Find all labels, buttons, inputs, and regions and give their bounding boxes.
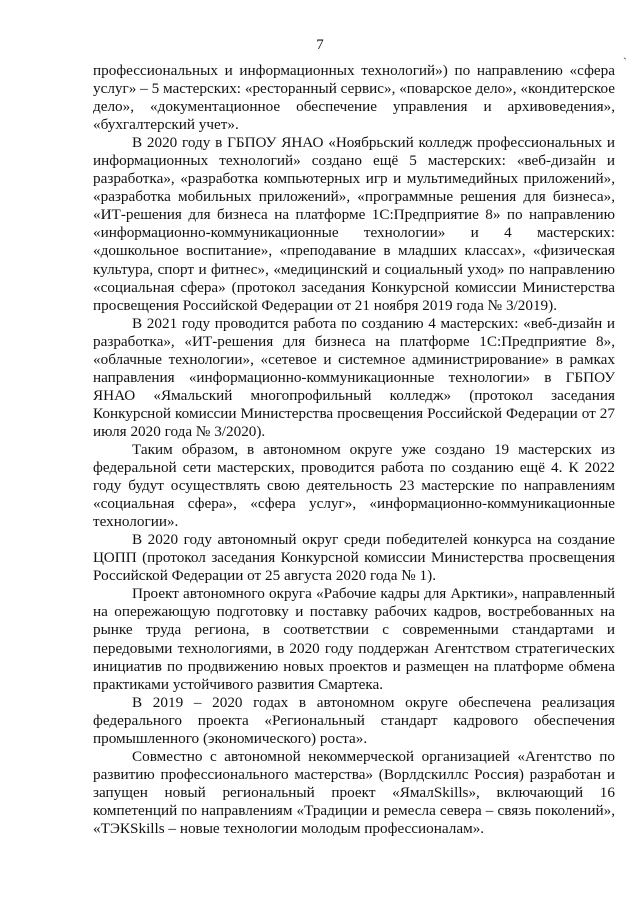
page-number: 7 xyxy=(316,37,324,53)
paragraph-2021-yamal-workshops: В 2021 году проводится работа по созданию 4 мастерских: «веб-дизайн и разработка», «ИТ-решения для бизнеса на платформе 1С:Предприятие 8», «облачные технологии», «сетевое и системное администрирование» в рамках направления «информационно-коммуникационные технологии» в ГБПОУ ЯНАО «Ямальский многопрофильный колледж» (протокол заседания Конкурсной комиссии Министерства просвещения Российской Федерации от 27 июля 2020 года № 3/2020). xyxy=(93,314,615,440)
document-body xyxy=(93,62,615,838)
scan-mark: ` xyxy=(623,55,627,69)
paragraph-yamalskills: Совместно с автономной некоммерческой организацией «Агентство по развитию профессионального мастерства» (Ворлдскиллс Россия) разработан и запущен новый региональный проект «ЯмалSkills», включающий 16 компетенций по направлениям «Традиции и ремесла севера – связь поколений», «ТЭКSkills – новые технологии молодым профессионалам». xyxy=(93,747,615,837)
paragraph-workshops-summary: Таким образом, в автономном округе уже создано 19 мастерских из федеральной сети мастерских, проводится работа по созданию ещё 4. К 2022 году будут осуществлять свою деятельность 23 мастерские по направлениям «социальная сфера», «сфера услуг», «информационно-коммуникационные технологии». xyxy=(93,440,615,531)
paragraph-federal-project: В 2019 – 2020 годах в автономном округе обеспечена реализация федерального проекта «Региональный стандарт кадрового обеспечения промышленного (экономического) роста». xyxy=(93,693,615,747)
paragraph-arctic-workforce-project: Проект автономного округа «Рабочие кадры для Арктики», направленный на опережающую подготовку и поставку рабочих кадров, востребованных на рынке труда региона, в соответствии с современными стандартами и передовыми технологиями, в 2020 году поддержан Агентством стратегических инициатив по продвижению новых проектов и размещен на платформе обмена практиками устойчивого развития Смартека. xyxy=(93,585,615,693)
paragraph-2020-noyabrsk-workshops: В 2020 году в ГБПОУ ЯНАО «Ноябрьский колледж профессиональных и информационных технологий» создано ещё 5 мастерских: «веб-дизайн и разработка», «разработка компьютерных игр и мультимедийных приложений», «разработка мобильных приложений», «программные решения для бизнеса», «ИТ-решения для бизнеса на платформе 1С:Предприятие 8» по направлению «информационно-коммуникационные технологии» и 4 мастерских: «дошкольное воспитание», «преподавание в младших классах», «физическая культура, спорт и фитнес», «медицинский и социальный уход» по направлению «социальная сфера» (протокол заседания Конкурсной комиссии Министерства просвещения Российской Федерации от 21 ноября 2019 года № 3/2019). xyxy=(93,134,615,314)
paragraph-copp-2020: В 2020 году автономный округ среди победителей конкурса на создание ЦОПП (протокол заседания Конкурсной комиссии Министерства просвещения Российской Федерации от 25 августа 2020 года № 1). xyxy=(93,531,615,585)
paragraph-continuation: профессиональных и информационных технологий») по направлению «сфера услуг» – 5 мастерских: «ресторанный сервис», «поварское дело», «кондитерское дело», «документационное обеспечение управления и архивоведения», «бухгалтерский учет». xyxy=(93,62,615,134)
